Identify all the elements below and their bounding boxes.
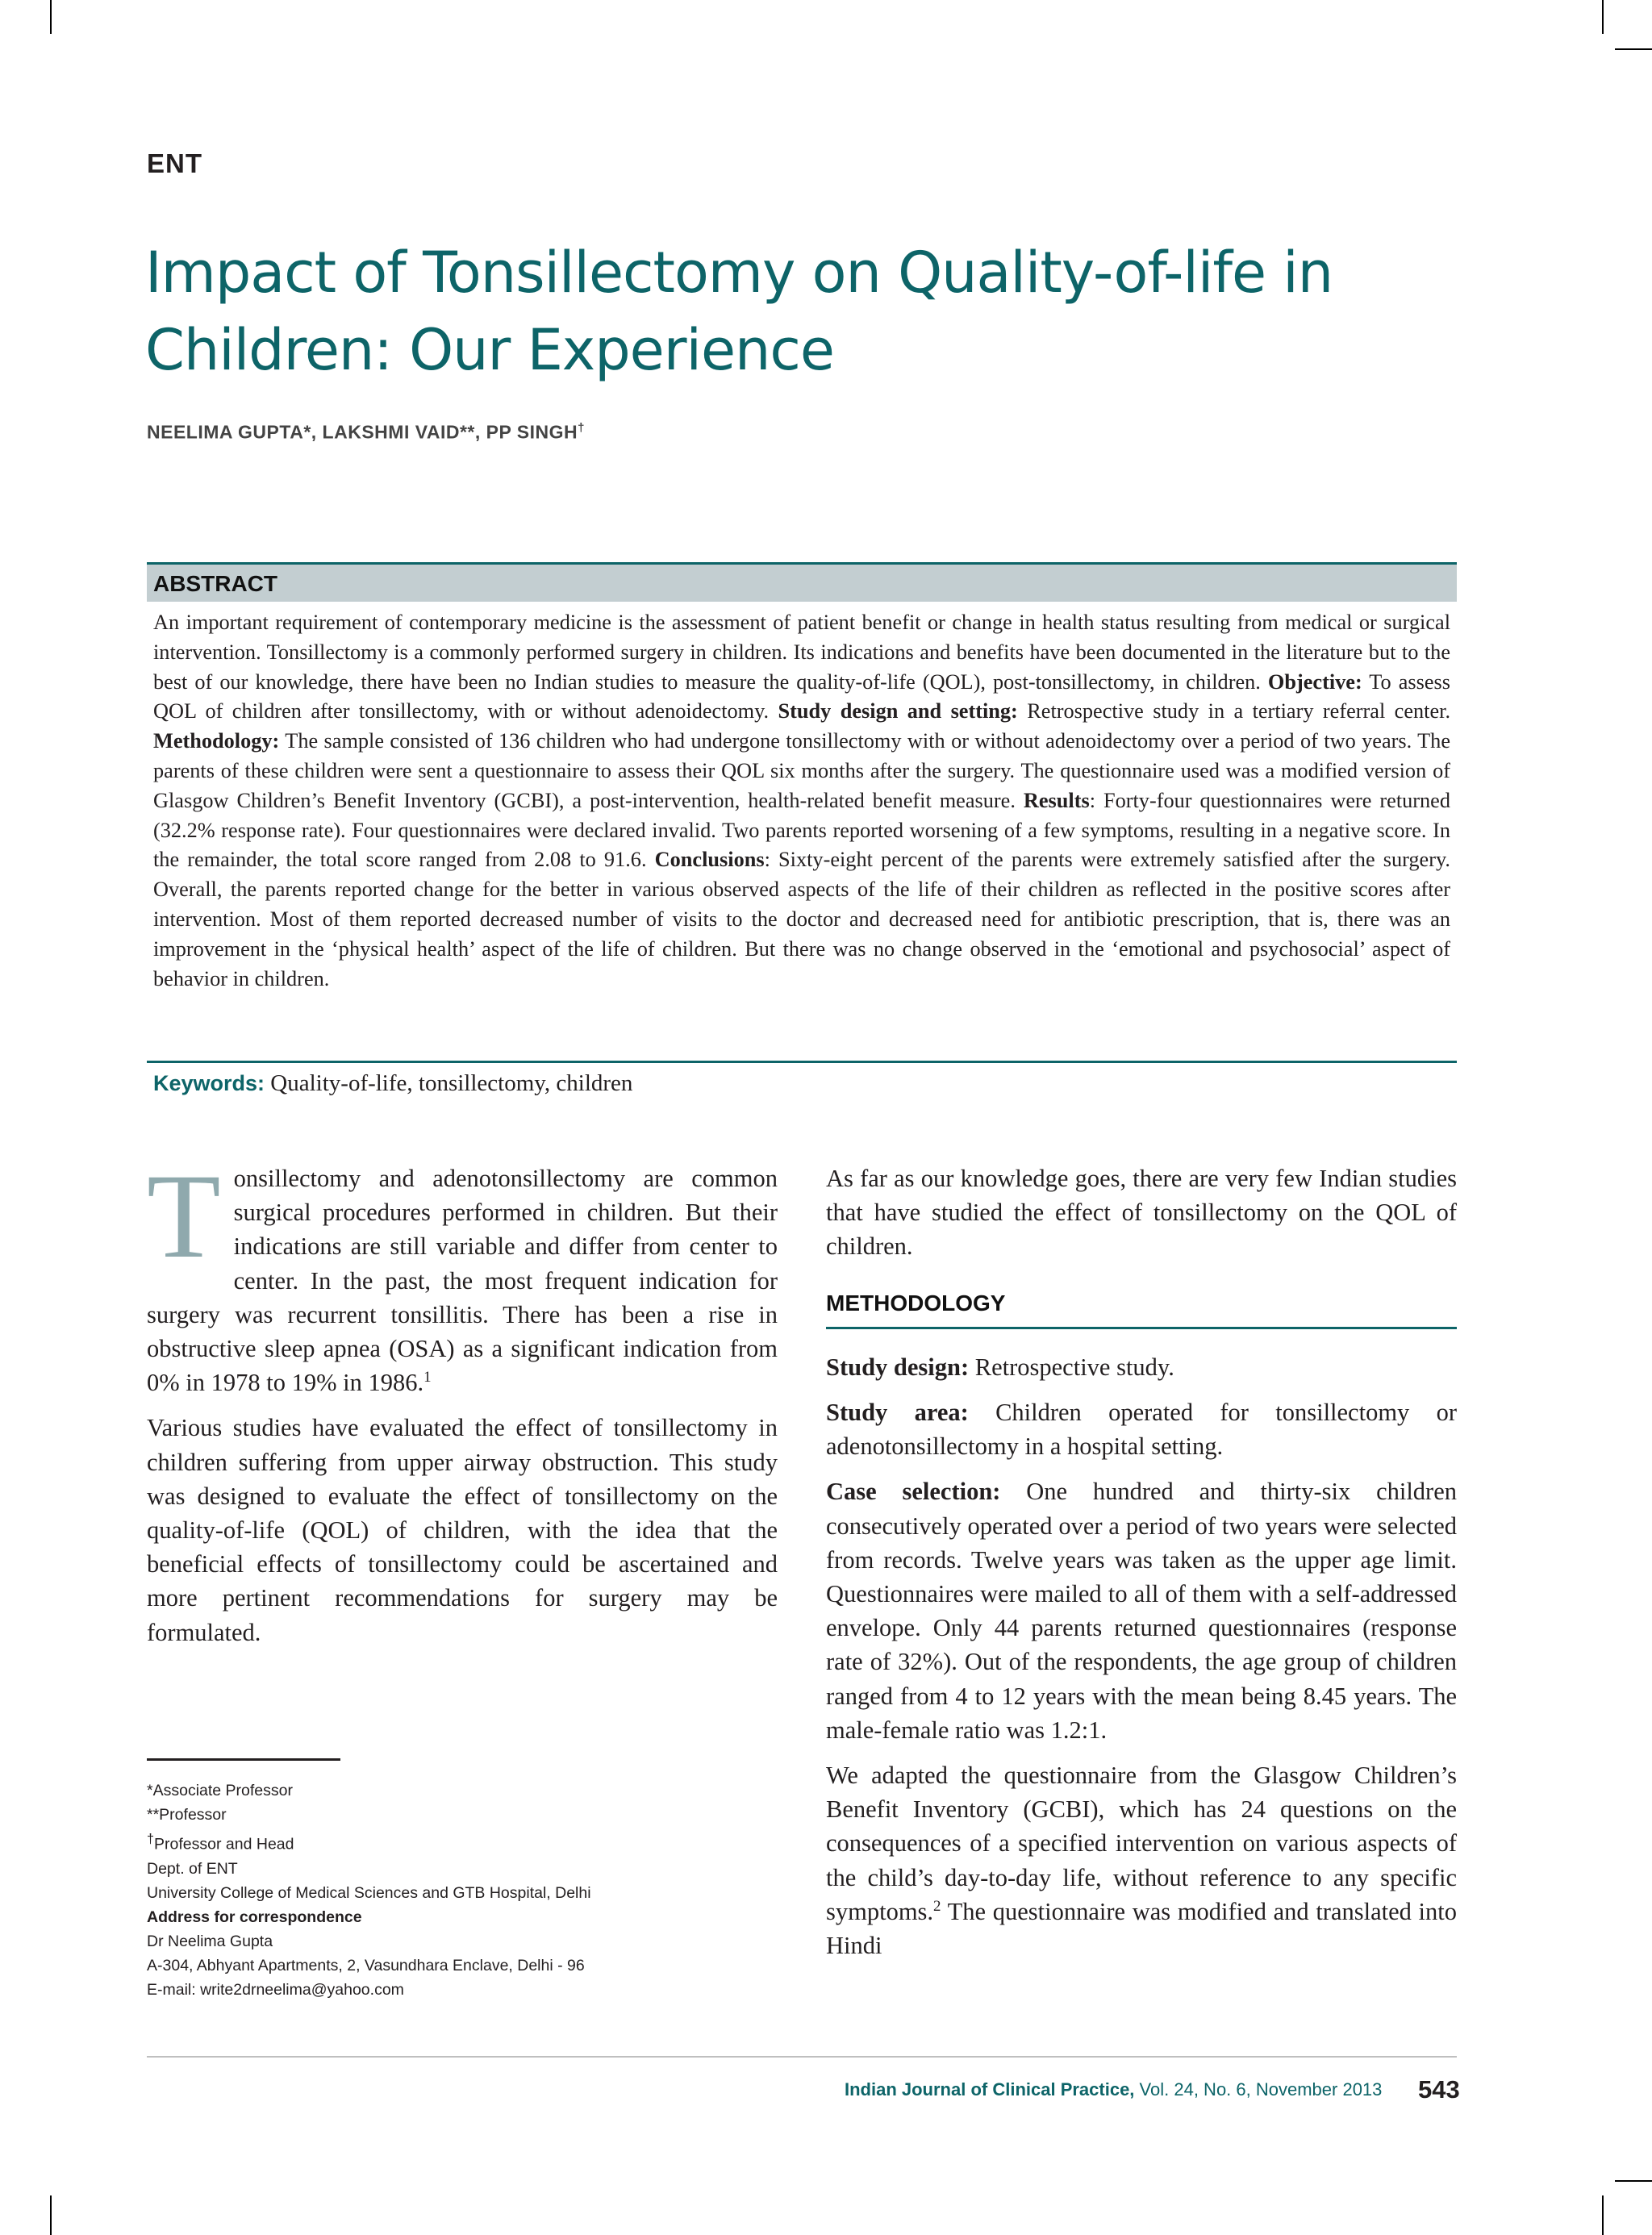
- keywords-label: Keywords:: [153, 1071, 265, 1095]
- footnote-line: Dr Neelima Gupta: [147, 1932, 273, 1950]
- abstract-conclusions: : Sixty-eight percent of the parents were extremely satisfied after the surgery. Overall, the parents reported change for the better in various observed aspects of the life of their children as reflected in the positive scores after intervention. Most of them reported decreased number of visits to the doctor and decreased need for antibiotic prescription, that is, there was an improvement in the ‘physical health’ aspect of the life of children. But there was no change observed in the ‘emotional and psychosocial’ aspect of behavior in children.: [153, 848, 1451, 990]
- drop-cap: T: [147, 1149, 221, 1283]
- author-dagger: †: [578, 421, 585, 435]
- abstract-methodology-label: Methodology:: [153, 729, 280, 753]
- correspondence-label: Address for correspondence: [147, 1908, 362, 1926]
- study-design-text: Retrospective study.: [969, 1353, 1174, 1381]
- case-selection-paragraph: [826, 1474, 1457, 1747]
- questionnaire-text: We adapted the questionnaire from the Glasgow Children’s Benefit Inventory (GCBI), which has 24 questions on the consequences of a specified intervention on various aspects of the child’s day-to-day life, without reference to any specific symptoms.: [826, 1762, 1457, 1925]
- crop-mark: [1615, 48, 1652, 50]
- abstract-design: Retrospective study in a tertiary referral center.: [1027, 699, 1451, 723]
- crop-mark: [50, 2195, 52, 2235]
- intro-text: onsillectomy and adenotonsillectomy are common surgical procedures performed in children. But their indications are still variable and differ from center to center. In the past, the most frequent indication for surgery was recurrent tonsillitis. There has been a rise in obstructive sleep apnea (OSA) as a significant indication from 0% in 1978 to 19% in 1986.: [147, 1165, 778, 1397]
- author-names: NEELIMA GUPTA*, LAKSHMI VAID**, PP SINGH: [147, 421, 578, 443]
- crop-mark: [1615, 2180, 1652, 2182]
- footnote-text: Professor and Head: [154, 1835, 294, 1853]
- study-design-label: Study design:: [826, 1353, 970, 1381]
- abstract-results-label: Results: [1023, 788, 1090, 812]
- citation-2: 2: [933, 1897, 941, 1915]
- section-label: ENT: [147, 148, 202, 178]
- footer-divider: [147, 2056, 1457, 2058]
- questionnaire-tail: The questionnaire was modified and translated into Hindi: [826, 1897, 1457, 1960]
- case-selection-label: Case selection:: [826, 1478, 1001, 1506]
- crop-mark: [50, 0, 52, 34]
- questionnaire-paragraph: [826, 1758, 1457, 1962]
- study-area-label: Study area:: [826, 1399, 969, 1427]
- abstract-objective-label: Objective:: [1267, 669, 1362, 694]
- dagger-mark: †: [147, 1832, 155, 1846]
- crop-mark: [1602, 0, 1604, 34]
- body-column-left: [147, 1149, 778, 1661]
- journal-issue: Vol. 24, No. 6, November 2013: [1134, 2079, 1383, 2099]
- footnote-line: University College of Medical Sciences and GTB Hospital, Delhi: [147, 1883, 591, 1902]
- keywords: [153, 1070, 632, 1097]
- abstract-text: [147, 608, 1457, 994]
- abstract-divider: [147, 1061, 1457, 1063]
- studies-paragraph: Various studies have evaluated the effect of tonsillectomy in children suffering from upper airway obstruction. This study was designed to evaluate the effect of tonsillectomy on the quality-of-life (QOL) of children, with the idea that the beneficial effects of tonsillectomy could be ascertained and more pertinent recommendations for surgery may be formulated.: [147, 1414, 778, 1646]
- abstract-design-label: Study design and setting:: [778, 699, 1018, 723]
- article-title: Impact of Tonsillectomy on Quality-of-life in Children: Our Experience: [145, 240, 1333, 383]
- study-area-paragraph: [826, 1395, 1457, 1463]
- footnote-divider: [147, 1758, 340, 1761]
- abstract-heading: ABSTRACT: [153, 571, 277, 596]
- study-design-paragraph: [826, 1350, 1457, 1384]
- footnote-line: **Professor: [147, 1806, 227, 1824]
- study-area-text: Children operated for tonsillectomy or adenotonsillectomy in a hospital setting.: [826, 1399, 1457, 1461]
- footnote-line: Dept. of ENT: [147, 1859, 238, 1878]
- abstract-conclusions-label: Conclusions: [654, 848, 765, 872]
- crop-mark: [1602, 2195, 1604, 2235]
- author-list: [147, 421, 585, 444]
- methodology-heading: METHODOLOGY: [826, 1286, 1457, 1329]
- case-selection-text: One hundred and thirty-six children consecutively operated over a period of two years were selected from records. Twelve years was taken as the upper age limit. Questionnaires were mailed to all of them with a self-addressed envelope. Only 44 parents returned questionnaires (response rate of 32%). Out of the respondents, the age group of children ranged from 4 to 12 years with the mean being 8.45 years. The male-female ratio was 1.2:1.: [826, 1478, 1458, 1744]
- knowledge-paragraph: As far as our knowledge goes, there are very few Indian studies that have studied the effect of tonsillectomy on the QOL of children.: [826, 1165, 1457, 1261]
- abstract-box: [147, 562, 1457, 994]
- abstract-header: [147, 562, 1457, 602]
- abstract-methodology: The sample consisted of 136 children who had undergone tonsillectomy with or without adenoidectomy over a period of two years. The parents of these children were sent a questionnaire to assess their QOL six months after the surgery. The questionnaire used was a modified version of Glasgow Children’s Benefit Inventory (GCBI), a post-intervention, health-related benefit measure.: [153, 729, 1450, 812]
- journal-name: Indian Journal of Clinical Practice,: [845, 2079, 1135, 2099]
- abstract-intro: An important requirement of contemporary medicine is the assessment of patient benefit or change in health status resulting from medical or surgical intervention. Tonsillectomy is a commonly performed surgery in children. Its indications and benefits have been documented in the literature but to the best of our knowledge, there have been no Indian studies to measure the quality-of-life (QOL), post-tonsillectomy, in children.: [153, 611, 1450, 694]
- citation-1: 1: [423, 1369, 432, 1386]
- abstract-objective: To assess QOL of children after tonsillectomy, with or without adenoidectomy.: [153, 669, 1450, 723]
- keywords-text: Quality-of-life, tonsillectomy, children: [270, 1070, 633, 1096]
- body-column-right: [826, 1161, 1457, 1974]
- footnote-line: A-304, Abhyant Apartments, 2, Vasundhara Enclave, Delhi - 96: [147, 1956, 585, 1974]
- abstract-results: : Forty-four questionnaires were returned (32.2% response rate). Four questionnaires were declared invalid. Two parents reported worsening of a few symptoms, resulting in a negative score. In the remainder, the total score ranged from 2.08 to 91.6.: [153, 788, 1451, 872]
- footnote-line: *Associate Professor: [147, 1782, 293, 1799]
- author-footnotes: [147, 1778, 591, 2002]
- intro-paragraph: [147, 1149, 778, 1399]
- journal-citation: [845, 2079, 1382, 2100]
- footnote-email: E-mail: write2drneelima@yahoo.com: [147, 1980, 404, 1999]
- footnote-line: [147, 1827, 591, 1857]
- page-number: 543: [1418, 2075, 1460, 2104]
